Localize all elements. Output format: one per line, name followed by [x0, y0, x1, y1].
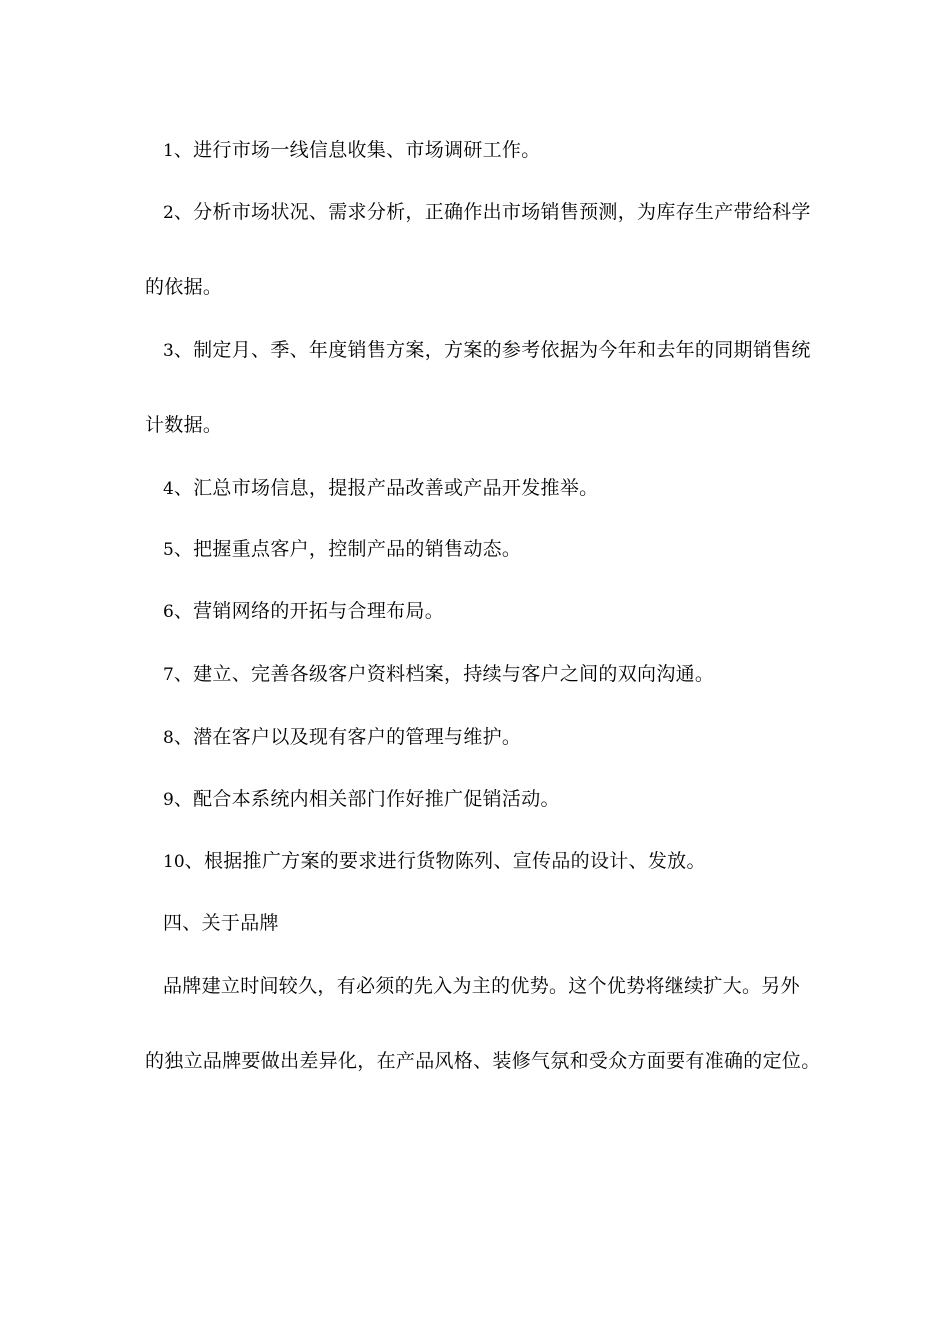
section-paragraph-line-1: 品牌建立时间较久，有必须的先入为主的优势。这个优势将继续扩大。另外 [163, 975, 800, 997]
list-item-2-continuation: 的依据。 [145, 276, 223, 298]
list-item-10 [163, 849, 706, 874]
list-item-4 [163, 476, 598, 501]
section-heading: 四、关于品牌 [163, 912, 279, 934]
item-number: 3 [163, 341, 174, 361]
item-number: 6 [163, 602, 174, 622]
list-item-9 [163, 787, 560, 812]
item-text: 、进行市场一线信息收集、市场调研工作。 [173, 139, 541, 161]
item-number: 8 [163, 728, 174, 748]
list-item-5 [163, 537, 521, 562]
list-item-6 [163, 599, 444, 624]
item-text: 、根据推广方案的要求进行货物陈列、宣传品的设计、发放。 [184, 850, 706, 872]
item-number: 1 [163, 141, 174, 161]
item-text: 、潜在客户以及现有客户的管理与维护。 [173, 726, 522, 748]
item-number: 10 [163, 852, 185, 872]
item-text: 、把握重点客户，控制产品的销售动态。 [173, 538, 522, 560]
list-item-3 [163, 338, 811, 363]
list-item-1 [163, 138, 541, 163]
item-text: 、建立、完善各级客户资料档案，持续与客户之间的双向沟通。 [173, 663, 715, 685]
item-number: 4 [163, 479, 174, 499]
item-text: 、配合本系统内相关部门作好推广促销活动。 [173, 788, 560, 810]
item-number: 2 [163, 203, 174, 223]
section-paragraph-line-2: 的独立品牌要做出差异化，在产品风格、装修气氛和受众方面要有准确的定位。 [145, 1050, 821, 1072]
item-number: 7 [163, 665, 174, 685]
list-item-2 [163, 200, 811, 225]
item-text: 、汇总市场信息，提报产品改善或产品开发推举。 [173, 477, 599, 499]
item-text: 、制定月、季、年度销售方案，方案的参考依据为今年和去年的同期销售统 [173, 339, 811, 361]
list-item-8 [163, 725, 521, 750]
list-item-3-continuation: 计数据。 [145, 414, 223, 436]
item-number: 9 [163, 790, 174, 810]
list-item-7 [163, 662, 714, 687]
item-number: 5 [163, 540, 174, 560]
item-text: 、营销网络的开拓与合理布局。 [173, 600, 445, 622]
item-text: 、分析市场状况、需求分析，正确作出市场销售预测，为库存生产带给科学 [173, 201, 811, 223]
